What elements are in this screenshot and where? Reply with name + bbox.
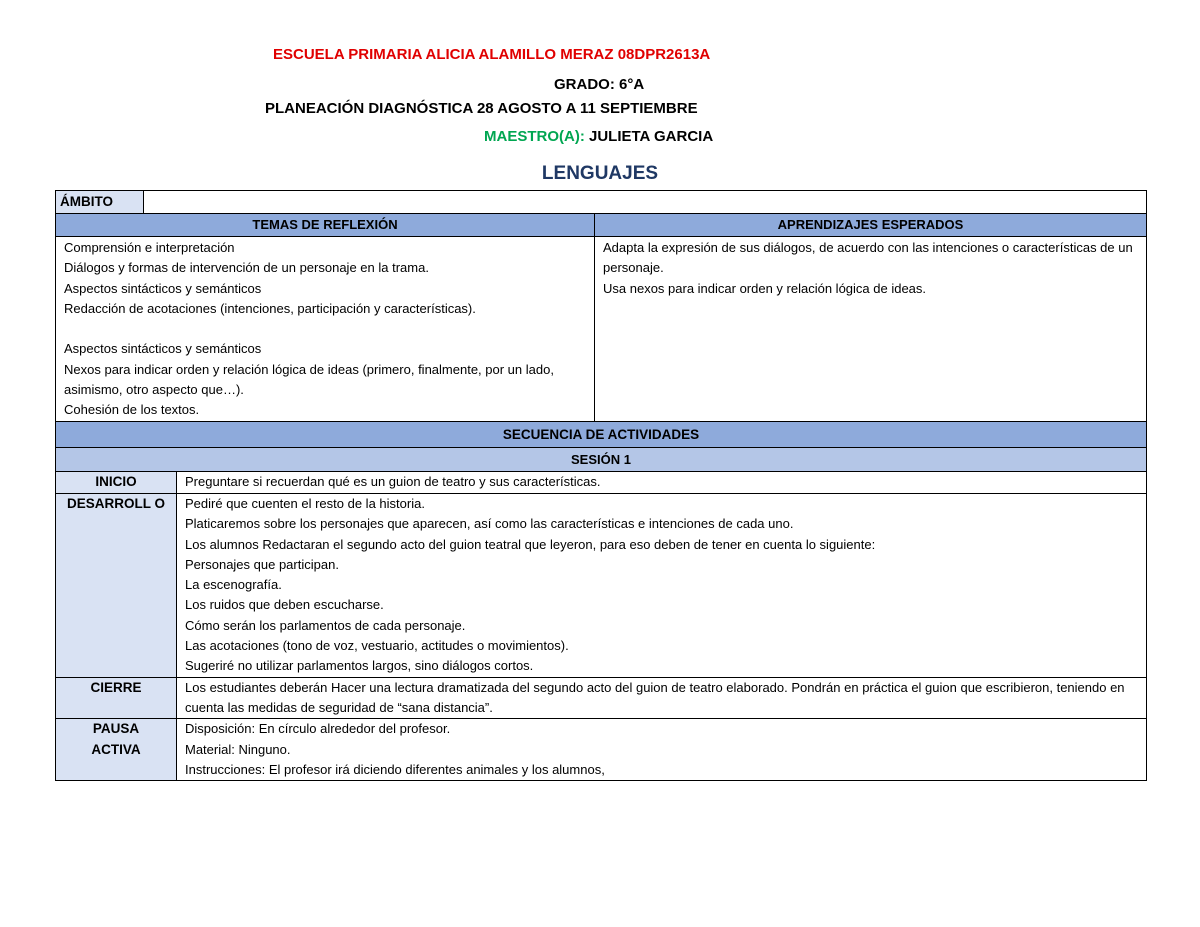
temas-line	[64, 319, 586, 339]
plan-title: PLANEACIÓN DIAGNÓSTICA 28 AGOSTO A 11 SEPTIEMBRE	[265, 100, 698, 117]
temas-line: Redacción de acotaciones (intenciones, participación y características).	[64, 300, 476, 316]
activity-line: Los ruidos que deben escucharse.	[185, 597, 384, 613]
activity-line: Preguntare si recuerdan qué es un guion de teatro y sus características.	[185, 474, 601, 489]
planning-table	[55, 190, 1147, 422]
activity-content	[177, 677, 1147, 719]
topics-header-row	[56, 214, 1147, 237]
activity-line: Las acotaciones (tono de voz, vestuario, actitudes o movimientos).	[185, 638, 569, 654]
activity-line: Disposición: En círculo alrededor del profesor.	[185, 721, 451, 737]
temas-line: Comprensión e interpretación	[64, 240, 235, 255]
session-row	[56, 448, 1147, 472]
activity-content	[177, 472, 1147, 494]
aprendizajes-header: APRENDIZAJES ESPERADOS	[595, 214, 1147, 237]
activity-line: Sugeriré no utilizar parlamentos largos, sino diálogos cortos.	[185, 658, 534, 674]
temas-line: Diálogos y formas de intervención de un personaje en la trama.	[64, 260, 429, 276]
activity-content	[177, 494, 1147, 678]
ambito-label: ÁMBITO	[56, 191, 144, 214]
temas-line: Cohesión de los textos.	[64, 402, 200, 418]
topics-content-row	[56, 237, 1147, 422]
aprendizajes-cell	[595, 237, 1147, 422]
teacher-label: MAESTRO(A):	[484, 128, 585, 145]
temas-line: Nexos para indicar orden y relación lógica de ideas (primero, finalmente, por un lado, asimismo, otro aspecto que…).	[64, 361, 554, 398]
activity-line: Instrucciones: El profesor irá diciendo diferentes animales y los alumnos,	[185, 761, 605, 777]
grade-label: GRADO: 6°A	[554, 76, 645, 93]
temas-header: TEMAS DE REFLEXIÓN	[56, 214, 595, 237]
activity-row-inicio	[56, 472, 1147, 494]
activity-content	[177, 719, 1147, 781]
activity-line: Los estudiantes deberán Hacer una lectura dramatizada del segundo acto del guion de teatro elaborado. Pondrán en práctica el guion que escribieron, teniendo en cuenta las medidas de seguridad de “sana distancia”.	[185, 679, 1125, 715]
activity-line: Personajes que participan.	[185, 556, 339, 572]
ambito-value	[144, 191, 1147, 214]
sequence-header: SECUENCIA DE ACTIVIDADES	[56, 422, 1147, 448]
teacher-name: JULIETA GARCIA	[584, 128, 714, 145]
activity-label: DESARROLL O	[56, 494, 177, 678]
activity-line: Platicaremos sobre los personajes que aparecen, así como las características e intenciones de cada uno.	[185, 516, 794, 532]
activity-row-pausa	[56, 719, 1147, 781]
sequence-header-row	[56, 422, 1147, 448]
activity-line: Los alumnos Redactaran el segundo acto del guion teatral que leyeron, para eso deben de tener en cuenta lo siguiente:	[185, 536, 876, 552]
activity-label: PAUSA ACTIVA	[56, 719, 177, 781]
activity-row-cierre	[56, 677, 1147, 719]
activities-table	[55, 421, 1147, 781]
ambito-row	[56, 191, 1147, 214]
teacher-line	[484, 128, 713, 146]
temas-line: Aspectos sintácticos y semánticos	[64, 280, 262, 296]
activity-line: Pediré que cuenten el resto de la historia.	[185, 496, 425, 511]
aprendizajes-line: Adapta la expresión de sus diálogos, de acuerdo con las intenciones o características de un personaje.	[603, 240, 1133, 276]
activity-label: INICIO	[56, 472, 177, 494]
activity-line: La escenografía.	[185, 577, 282, 593]
activity-line: Material: Ninguno.	[185, 741, 291, 757]
session-header: SESIÓN 1	[56, 448, 1147, 472]
school-title: ESCUELA PRIMARIA ALICIA ALAMILLO MERAZ 08DPR2613A	[273, 46, 711, 63]
temas-cell	[56, 237, 595, 422]
temas-line: Aspectos sintácticos y semánticos	[64, 341, 262, 357]
aprendizajes-line: Usa nexos para indicar orden y relación lógica de ideas.	[603, 280, 927, 296]
subject-title: LENGUAJES	[541, 163, 659, 184]
activity-label: CIERRE	[56, 677, 177, 719]
activity-row-desarrollo	[56, 494, 1147, 678]
activity-line: Cómo serán los parlamentos de cada personaje.	[185, 617, 466, 633]
